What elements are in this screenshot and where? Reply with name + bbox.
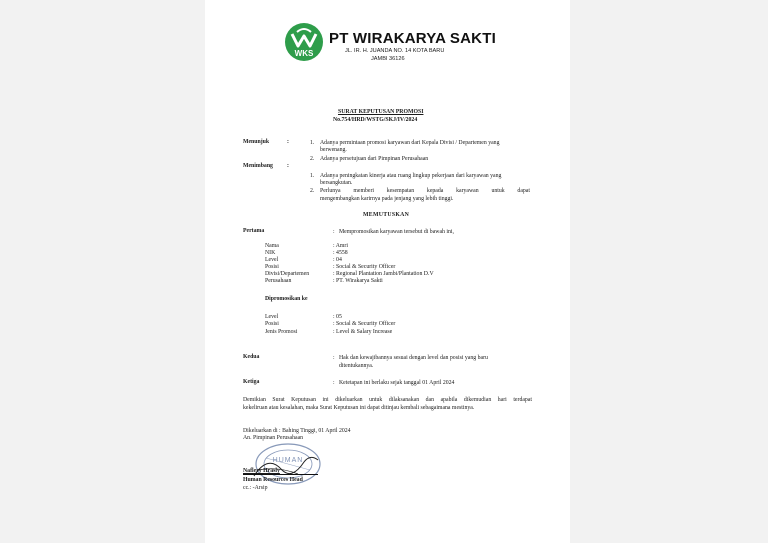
- menimbang-colon: :: [287, 163, 289, 169]
- field-label-nama: Nama: [265, 243, 279, 249]
- menimbang-item-2-num: 2.: [310, 188, 315, 194]
- on-behalf-text: An. Pimpinan Perusahaan: [243, 435, 304, 441]
- promoted-label-jenis: Jenis Promosi: [265, 329, 298, 335]
- signatory-role: Human Resources Head: [243, 477, 303, 483]
- promoted-label-posisi: Posisi: [265, 321, 279, 327]
- field-label-posisi: Posisi: [265, 264, 279, 270]
- ketiga-text: Ketetapan ini berlaku sejak tanggal 01 April 2024: [339, 380, 455, 386]
- menimbang-item-2-line2: mengembangkan karirnya pada jenjang yang lebih tinggi.: [320, 196, 454, 202]
- menimbang-item-2-line1: Perlunya memberi kesempatan kepada karyawan untuk dapat: [320, 188, 530, 194]
- issued-place-date: Dikeluarkan di : Bahing Tinggi, 01 April 2024: [243, 428, 351, 434]
- field-label-level: Level: [265, 257, 279, 263]
- kedua-text-line2: ditentukannya.: [339, 363, 374, 369]
- menimbang-item-1-num: 1.: [310, 173, 315, 179]
- promoted-value-level: : 05: [333, 314, 342, 320]
- menunjuk-colon: :: [287, 139, 289, 145]
- pertama-label: Pertama: [243, 228, 265, 234]
- field-value-posisi: : Social & Security Officer: [333, 264, 396, 270]
- menimbang-item-1-line2: bersangkutan.: [320, 180, 353, 186]
- signature-line: [243, 474, 318, 475]
- promoted-value-posisi: : Social & Security Officer: [333, 321, 396, 327]
- cc-text: cc.: -Arsip: [243, 485, 268, 491]
- ketiga-colon: :: [333, 380, 335, 386]
- company-address-line2: JAMBI 36126: [371, 56, 405, 62]
- menunjuk-item-1-line1: Adanya permintaan promosi karyawan dari Kepala Divisi / Departemen yang: [320, 140, 500, 146]
- kedua-text-line1: Hak dan kewajibannya sesuai dengan level dan posisi yang baru: [339, 355, 488, 361]
- field-value-nik: : 4558: [333, 250, 348, 256]
- ketiga-label: Ketiga: [243, 379, 260, 385]
- menunjuk-item-1-num: 1.: [310, 140, 315, 146]
- memutuskan-heading: MEMUTUSKAN: [363, 212, 410, 218]
- stamp-text: HUMAN: [272, 457, 304, 464]
- company-name: PT WIRAKARYA SAKTI: [329, 30, 496, 47]
- document-title: SURAT KEPUTUSAN PROMOSI: [338, 109, 424, 115]
- document-number: No.754/HRD/WSTG/SKJ/IV/2024: [333, 117, 418, 123]
- logo-text: WKS: [294, 49, 314, 58]
- promoted-value-jenis: : Level & Salary Increase: [333, 329, 393, 335]
- company-address-line1: JL. IR. H. JUANDA NO. 14 KOTA BARU: [345, 48, 445, 54]
- promoted-label-level: Level: [265, 314, 279, 320]
- field-value-level: : 04: [333, 257, 342, 263]
- pertama-colon: :: [333, 229, 335, 235]
- field-label-divisi: Divisi/Departemen: [265, 271, 310, 277]
- closing-line2: kekeliruan atau kesalahan, maka Surat Keputusan ini dapat ditinjau kembali sebagaimana mestinya.: [243, 405, 475, 411]
- company-logo: [284, 22, 324, 62]
- field-label-perusahaan: Perusahaan: [265, 278, 292, 284]
- menunjuk-item-2-num: 2.: [310, 156, 315, 162]
- kedua-colon: :: [333, 355, 335, 361]
- menunjuk-item-2-line1: Adanya persetujuan dari Pimpinan Perusahaan: [320, 156, 429, 162]
- promoted-heading: Dipromosikan ke: [265, 296, 308, 302]
- signatory-name: Naflery Hrasly: [243, 468, 280, 474]
- menimbang-item-1-line1: Adanya peningkatan kinerja atau ruang lingkup pekerjaan dari karyawan yang: [320, 173, 502, 179]
- field-value-nama: : Amri: [333, 243, 348, 249]
- menunjuk-label: Menunjuk: [243, 139, 270, 145]
- field-value-divisi: : Regional Plantation Jambi/Plantation D.V: [333, 271, 434, 277]
- field-label-nik: NIK: [265, 250, 276, 256]
- menimbang-label: Menimbang: [243, 163, 273, 169]
- menunjuk-item-1-line2: berwenang.: [320, 147, 347, 153]
- closing-line1: Demikian Surat Keputusan ini dikeluarkan untuk dilaksanakan dan apabila dikemudian hari terdapat: [243, 397, 532, 403]
- field-value-perusahaan: : PT. Wirakarya Sakti: [333, 278, 383, 284]
- pertama-text: Mempromosikan karyawan tersebut di bawah ini,: [339, 229, 454, 235]
- kedua-label: Kedua: [243, 354, 260, 360]
